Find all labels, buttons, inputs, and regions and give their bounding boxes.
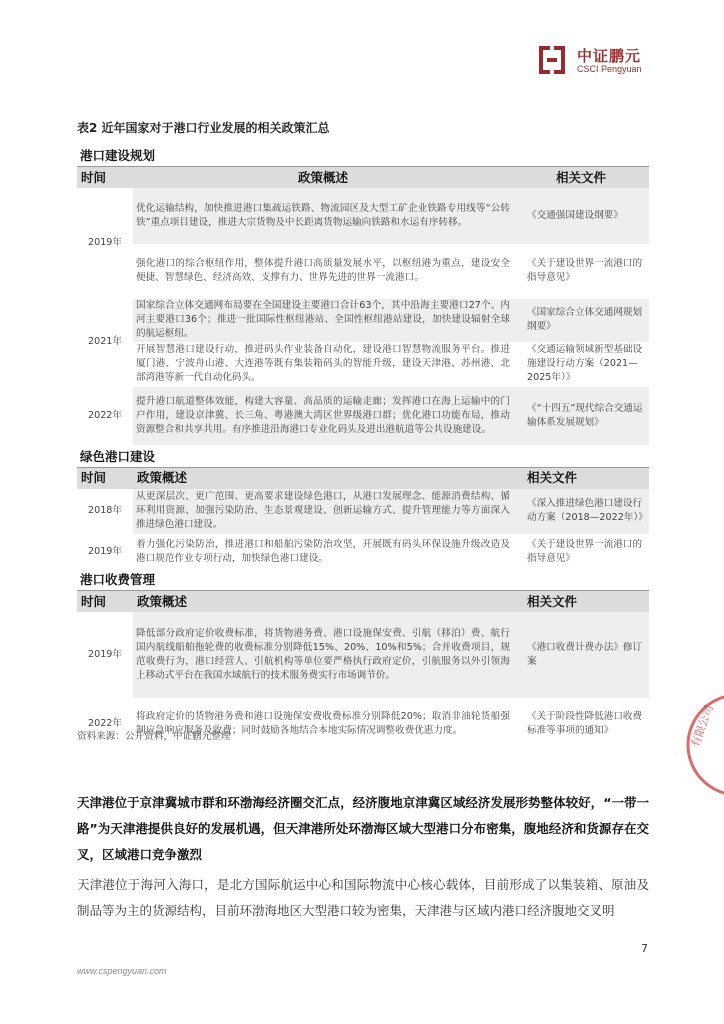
cell-desc: 将政府定价的货物港务费和港口设施保安费收费标准分别降低20%；取消非油轮货船强制应急响应服务及收费；同时鼓励各地结合本地实际情况调整收费优惠力度。 xyxy=(133,698,513,750)
cell-desc: 着力强化污染防治，推进港口和船舶污染防治攻坚，开展既有码头环保设施升级改造及港口规范作业专项行动，加快绿色港口建设。 xyxy=(133,535,513,569)
cell-doc: 《交通运输领域新型基础设施建设行动方案（2021—2025年）》 xyxy=(513,342,649,386)
cell-doc: 《国家综合立体交通网规划纲要》 xyxy=(513,298,649,342)
table-header-row xyxy=(77,591,649,612)
cell-time: 2022年 xyxy=(77,698,133,750)
cell-desc: 从更深层次、更广范围、更高要求建设绿色港口，从港口发展理念、能源消费结构、循环利用资源、加强污染防治、生态景观建设、创新运输方式、提升管理能力等方面深入推进绿色港口建设。 xyxy=(133,489,513,535)
header-doc: 相关文件 xyxy=(513,468,649,489)
cell-time: 2022年 xyxy=(77,386,133,445)
cell-doc: 《交通强国建设纲要》 xyxy=(513,188,649,244)
footer-url: www.cspengyuan.com xyxy=(77,966,167,976)
table-row xyxy=(77,489,649,535)
policy-table xyxy=(77,145,649,751)
table-row xyxy=(77,188,649,244)
cell-desc: 强化港口的综合枢纽作用，整体提升港口高质量发展水平，以枢纽港为重点，建设安全便捷、智慧绿色、经济高效、支撑有力、世界先进的世界一流港口。 xyxy=(133,244,513,298)
cell-time: 2018年 xyxy=(77,489,133,535)
cell-desc: 提升港口航道整体效能，构建大容量、高品质的运输走廊；发挥港口在海上运输中的门户作用，建设京津冀、长三角、粤港澳大湾区世界级港口群；优化港口功能布局，推动资源整合和共享共用。有序推进沿海港口专业化码头及进出港航道等公共设施建设。 xyxy=(133,386,513,445)
table-title: 表2 近年国家对于港口行业发展的相关政策汇总 xyxy=(77,121,330,135)
cell-time: 2021年 xyxy=(77,298,133,386)
header-time: 时间 xyxy=(77,167,133,188)
table-row xyxy=(77,244,649,298)
table-row xyxy=(77,298,649,342)
cell-desc: 开展智慧港口建设行动，推进码头作业装备自动化，建设港口智慧物流服务平台。推进厦门港、宁波舟山港、大连港等既有集装箱码头的智能升级，建设天津港、苏州港、北部湾港等新一代自动化码头。 xyxy=(133,342,513,386)
table-row xyxy=(77,386,649,445)
brand-name-cn: 中证鹏元 xyxy=(577,47,642,65)
table-row xyxy=(77,698,649,750)
brand-logo-icon xyxy=(537,44,567,76)
header-doc: 相关文件 xyxy=(513,591,649,612)
brand-name-en: CSCI Pengyuan xyxy=(577,64,642,74)
table-header-row xyxy=(77,468,649,489)
table-row xyxy=(77,342,649,386)
cell-doc: 《“十四五”现代综合交通运输体系发展规划》 xyxy=(513,386,649,445)
cell-doc: 《关于阶段性降低港口收费标准等事项的通知》 xyxy=(513,698,649,750)
section-title: 绿色港口建设 xyxy=(77,446,649,468)
section-title: 港口收费管理 xyxy=(77,569,649,591)
body-paragraph: 天津港位于海河入海口，是北方国际航运中心和国际物流中心核心载体，目前形成了以集装箱、原油及制品等为主的货源结构，目前环渤海地区大型港口较为密集，天津港与区域内港口经济腹地交叉明 xyxy=(77,877,649,918)
table-row xyxy=(77,612,649,698)
table-header-row xyxy=(77,167,649,188)
section-table xyxy=(77,167,649,446)
seal-text: 有限公司 xyxy=(688,703,716,750)
section-heading-paragraph: 天津港位于京津冀城市群和环渤海经济圈交汇点，经济腹地京津冀区域经济发展形势整体较好，“一带一路”为天津港提供良好的发展机遇，但天津港所处环渤海区域大型港口分布密集，腹地经济和货源存在交叉，区域港口竞争激烈 xyxy=(77,795,649,862)
section-table xyxy=(77,468,649,570)
page-number: 7 xyxy=(641,942,648,955)
table-row xyxy=(77,535,649,569)
header-desc: 政策概述 xyxy=(133,591,513,612)
header-desc: 政策概述 xyxy=(133,167,513,188)
section-title: 港口建设规划 xyxy=(77,145,649,167)
table-source: 资料来源：公开资料，中证鹏元整理 xyxy=(77,731,231,742)
header-time: 时间 xyxy=(77,468,133,489)
cell-doc: 《深入推进绿色港口建设行动方案（2018—2022年）》 xyxy=(513,489,649,535)
cell-time: 2019年 xyxy=(77,612,133,698)
cell-desc: 优化运输结构，加快推进港口集疏运铁路、物流园区及大型工矿企业铁路专用线等“公转铁”重点项目建设，推进大宗货物及中长距离货物运输向铁路和水运有序转移。 xyxy=(133,188,513,244)
header-doc: 相关文件 xyxy=(513,167,649,188)
cell-doc: 《关于建设世界一流港口的指导意见》 xyxy=(513,244,649,298)
section-table xyxy=(77,591,649,751)
cell-time: 2019年 xyxy=(77,535,133,569)
brand-logo xyxy=(537,44,677,76)
header-desc: 政策概述 xyxy=(133,468,513,489)
cell-time: 2019年 xyxy=(77,188,133,298)
header-time: 时间 xyxy=(77,591,133,612)
cell-doc: 《关于建设世界一流港口的指导意见》 xyxy=(513,535,649,569)
cell-desc: 降低部分政府定价收费标准，将货物港务费、港口设施保安费、引航（移泊）费、航行国内航线船舶拖轮费的收费标准分别降低15%、20%、10%和5%；合并收费项目，规范收费行为，港口经营人、引航机构等单位要严格执行政府定价，引航服务以外引领海上移动式平台在我国水域航行的技术服务费实行市场调节价。 xyxy=(133,612,513,698)
cell-desc: 国家综合立体交通网布局要在全国建设主要港口合计63个，其中沿海主要港口27个、内河主要港口36个；推进一批国际性枢纽港站、全国性枢纽港站建设，加快建设辐射全球的航运枢纽。 xyxy=(133,298,513,342)
cell-doc: 《港口收费计费办法》修订案 xyxy=(513,612,649,698)
company-seal-stamp xyxy=(676,690,724,800)
